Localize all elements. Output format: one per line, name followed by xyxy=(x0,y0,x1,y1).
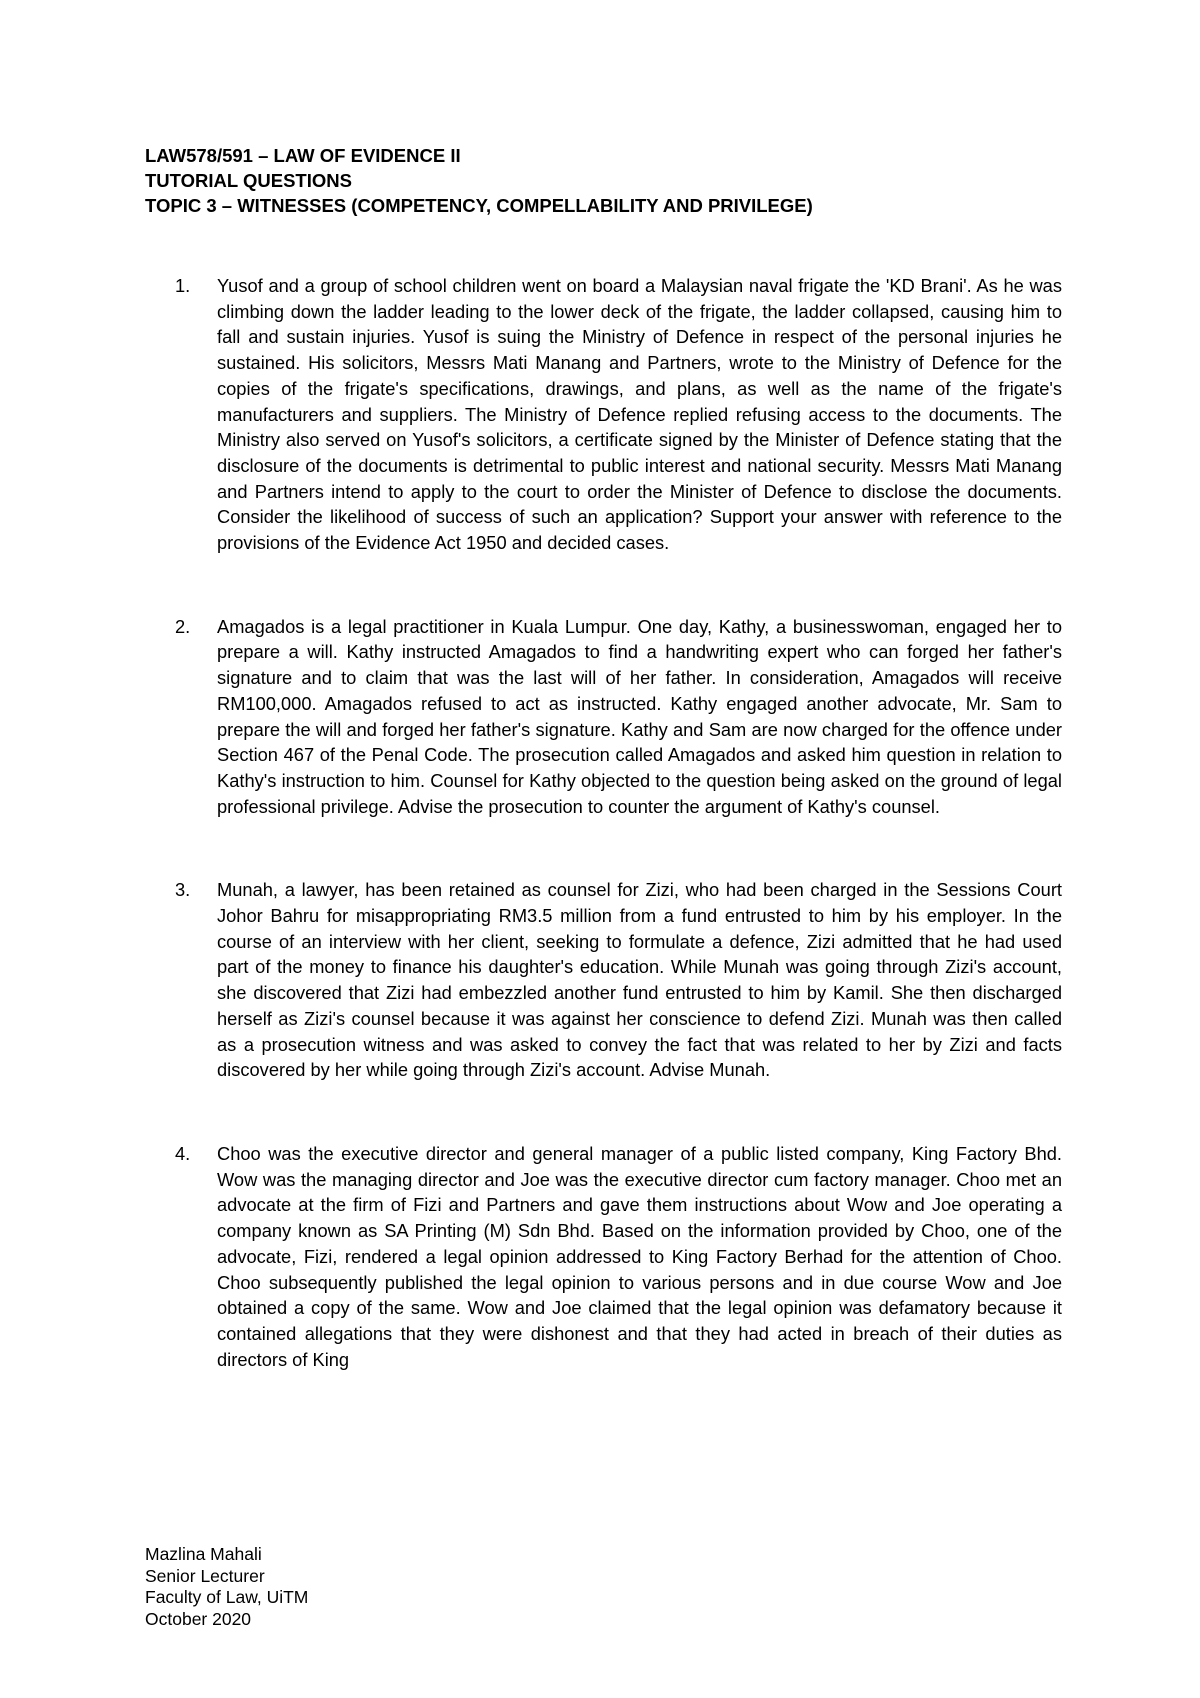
course-title: LAW578/591 – LAW OF EVIDENCE II xyxy=(145,145,461,166)
question-text: Amagados is a legal practitioner in Kuala Lumpur. One day, Kathy, a businesswoman, engaged her to prepare a will. Kathy instructed Amagados to find a handwriting expert who can forged her father's signature and to claim that was the last will of her father. In consideration, Amagados will receive RM100,000. Amagados refused to act as instructed. Kathy engaged another advocate, Mr. Sam to prepare the will and forged her father's signature. Kathy and Sam are now charged for the offence under Section 467 of the Penal Code. The prosecution called Amagados and asked him question in relation to Kathy's instruction to him. Counsel for Kathy objected to the question being asked on the ground of legal professional privilege. Advise the prosecution to counter the argument of Kathy's counsel. xyxy=(217,615,1062,817)
question-list xyxy=(175,273,1062,1372)
document-date: October 2020 xyxy=(145,1608,252,1629)
question-item xyxy=(175,1141,1062,1372)
question-number: 1. xyxy=(175,275,191,296)
question-number: 3. xyxy=(175,879,191,901)
document-footer xyxy=(145,1544,308,1630)
document-type: TUTORIAL QUESTIONS xyxy=(145,170,352,191)
question-number: 2. xyxy=(175,615,191,637)
author-name: Mazlina Mahali xyxy=(145,1544,262,1564)
question-item xyxy=(175,877,1062,1083)
question-text: Munah, a lawyer, has been retained as counsel for Zizi, who had been charged in the Sessions Court Johor Bahru for misappropriating RM3.5 million from a fund entrusted to him by his employer. In the course of an interview with her client, seeking to formulate a defence, Zizi admitted that he had used part of the money to finance his daughter's education. While Munah was going through Zizi's account, she discovered that Zizi had embezzled another fund entrusted to him by Kamil. She then discharged herself as Zizi's counsel because it was against her conscience to defend Zizi. Munah was then called as a prosecution witness and was asked to convey the fact that was related to her by Zizi and facts discovered by her while going through Zizi's account. Advise Munah. xyxy=(217,879,1062,1081)
author-title: Senior Lecturer xyxy=(145,1565,265,1586)
document-header xyxy=(145,143,1065,218)
question-item xyxy=(175,273,1062,556)
question-number: 4. xyxy=(175,1142,191,1164)
question-text: Yusof and a group of school children went on board a Malaysian naval frigate the 'KD Brani'. As he was climbing down the ladder leading to the lower deck of the frigate, the ladder collapsed, causing him to fall and sustain injuries. Yusof is suing the Ministry of Defence in respect of the personal injuries he sustained. His solicitors, Messrs Mati Manang and Partners, wrote to the Ministry of Defence for the copies of the frigate's specifications, drawings, and plans, as well as the name of the frigate's manufacturers and suppliers. The Ministry of Defence replied refusing access to the documents. The Ministry also served on Yusof's solicitors, a certificate signed by the Minister of Defence stating that the disclosure of the documents is detrimental to public interest and national security. Messrs Mati Manang and Partners intend to apply to the court to order the Minister of Defence to disclose the documents. Consider the likelihood of success of such an application? Support your answer with reference to the provisions of the Evidence Act 1950 and decided cases. xyxy=(217,275,1062,554)
question-item xyxy=(175,614,1062,820)
author-faculty: Faculty of Law, UiTM xyxy=(145,1587,309,1607)
topic-title: TOPIC 3 – WITNESSES (COMPETENCY, COMPELLABILITY AND PRIVILEGE) xyxy=(145,195,813,216)
question-text: Choo was the executive director and general manager of a public listed company, King Factory Bhd. Wow was the managing director and Joe was the executive director cum factory manager. Choo met an advocate at the firm of Fizi and Partners and gave them instructions about Wow and Joe operating a company known as SA Printing (M) Sdn Bhd. Based on the information provided by Choo, one of the advocate, Fizi, rendered a legal opinion addressed to King Factory Berhad for the attention of Choo. Choo subsequently published the legal opinion to various persons and in due course Wow and Joe obtained a copy of the same. Wow and Joe claimed that the legal opinion was defamatory because it contained allegations that they were dishonest and that they had acted in breach of their duties as directors of King xyxy=(217,1142,1062,1370)
